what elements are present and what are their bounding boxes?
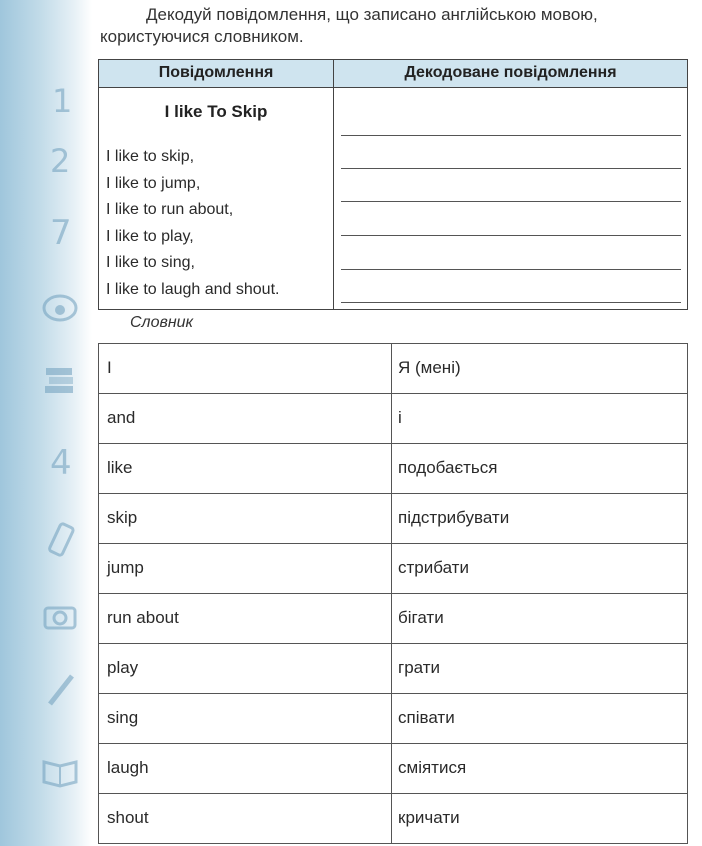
answer-line-1[interactable] bbox=[341, 135, 681, 136]
pen-icon bbox=[40, 670, 80, 710]
dictionary-column-divider bbox=[391, 494, 392, 543]
decorative-side-strip bbox=[0, 0, 92, 846]
dictionary-column-divider bbox=[391, 344, 392, 393]
dictionary-label: Словник bbox=[130, 314, 194, 331]
poem-line: I like to laugh and shout. bbox=[106, 280, 280, 298]
english-word: skip bbox=[107, 508, 138, 527]
ukrainian-word: співати bbox=[398, 708, 455, 727]
answer-line-3[interactable] bbox=[341, 201, 681, 202]
dictionary-row bbox=[99, 494, 687, 544]
dictionary-row bbox=[99, 644, 687, 694]
dictionary-column-divider bbox=[391, 794, 392, 844]
header-decoded-message: Декодоване повідомлення bbox=[404, 64, 617, 81]
dictionary-row bbox=[99, 694, 687, 744]
dictionary-column-divider bbox=[391, 644, 392, 693]
dictionary-column-divider bbox=[391, 744, 392, 793]
svg-text:1: 1 bbox=[52, 82, 73, 120]
ukrainian-word: сміятися bbox=[398, 758, 467, 777]
answer-line-6[interactable] bbox=[341, 302, 681, 303]
ukrainian-word: підстрибувати bbox=[398, 508, 510, 527]
poem-title: I like To Skip bbox=[164, 102, 268, 121]
english-word: and bbox=[107, 408, 136, 427]
telephone-icon bbox=[40, 288, 80, 328]
number-seven-icon bbox=[40, 210, 80, 250]
ukrainian-word: і bbox=[398, 408, 402, 427]
dictionary-table bbox=[98, 343, 688, 844]
answer-line-2[interactable] bbox=[341, 168, 681, 169]
svg-text:4: 4 bbox=[50, 443, 72, 480]
english-word: laugh bbox=[107, 758, 149, 777]
number-four-icon bbox=[40, 440, 80, 480]
instruction-line-2: користуючися словником. bbox=[100, 27, 304, 46]
dictionary-row bbox=[99, 344, 687, 394]
svg-text:2: 2 bbox=[50, 142, 71, 180]
dictionary-row bbox=[99, 594, 687, 644]
dictionary-column-divider bbox=[391, 544, 392, 593]
book-stack-icon bbox=[40, 360, 80, 400]
dictionary-column-divider bbox=[391, 394, 392, 443]
dictionary-row bbox=[99, 794, 687, 844]
message-table-header bbox=[99, 60, 687, 88]
dictionary-column-divider bbox=[391, 444, 392, 493]
dictionary-row bbox=[99, 394, 687, 444]
instruction-line-1: Декодуй повідомлення, що записано англійською мовою, bbox=[146, 5, 598, 24]
header-message: Повідомлення bbox=[158, 64, 274, 81]
task-instruction bbox=[100, 4, 690, 48]
ukrainian-word: бігати bbox=[398, 608, 444, 627]
column-divider bbox=[333, 60, 334, 309]
english-word: run about bbox=[107, 608, 179, 627]
number-one-icon bbox=[40, 80, 80, 120]
english-word: shout bbox=[107, 808, 149, 827]
poem-line: I like to skip, bbox=[106, 148, 195, 165]
number-two-icon bbox=[40, 140, 80, 180]
message-table bbox=[98, 59, 688, 310]
dictionary-column-divider bbox=[391, 594, 392, 643]
poem-line: I like to sing, bbox=[106, 254, 195, 271]
dictionary-row bbox=[99, 444, 687, 494]
poem-line: I like to play, bbox=[106, 227, 194, 245]
open-book-icon bbox=[40, 750, 80, 790]
ukrainian-word: кричати bbox=[398, 808, 460, 827]
poem-line: I like to run about, bbox=[106, 201, 234, 218]
dictionary-row bbox=[99, 744, 687, 794]
english-word: sing bbox=[107, 708, 139, 727]
answer-line-5[interactable] bbox=[341, 269, 681, 270]
english-word: like bbox=[107, 458, 133, 477]
ukrainian-word: грати bbox=[398, 658, 441, 677]
ukrainian-word: стрибати bbox=[398, 558, 469, 577]
mobile-phone-icon bbox=[40, 520, 80, 560]
dictionary-row bbox=[99, 544, 687, 594]
poem-line: I like to jump, bbox=[106, 174, 201, 192]
svg-text:7: 7 bbox=[50, 213, 72, 250]
ukrainian-word: Я (мені) bbox=[398, 358, 461, 377]
camera-icon bbox=[40, 596, 80, 636]
answer-line-4[interactable] bbox=[341, 235, 681, 236]
english-word: play bbox=[107, 658, 139, 677]
english-word: jump bbox=[107, 558, 144, 577]
poem-lines bbox=[106, 144, 279, 303]
ukrainian-word: подобається bbox=[398, 458, 498, 477]
dictionary-column-divider bbox=[391, 694, 392, 743]
english-word: I bbox=[107, 358, 112, 377]
